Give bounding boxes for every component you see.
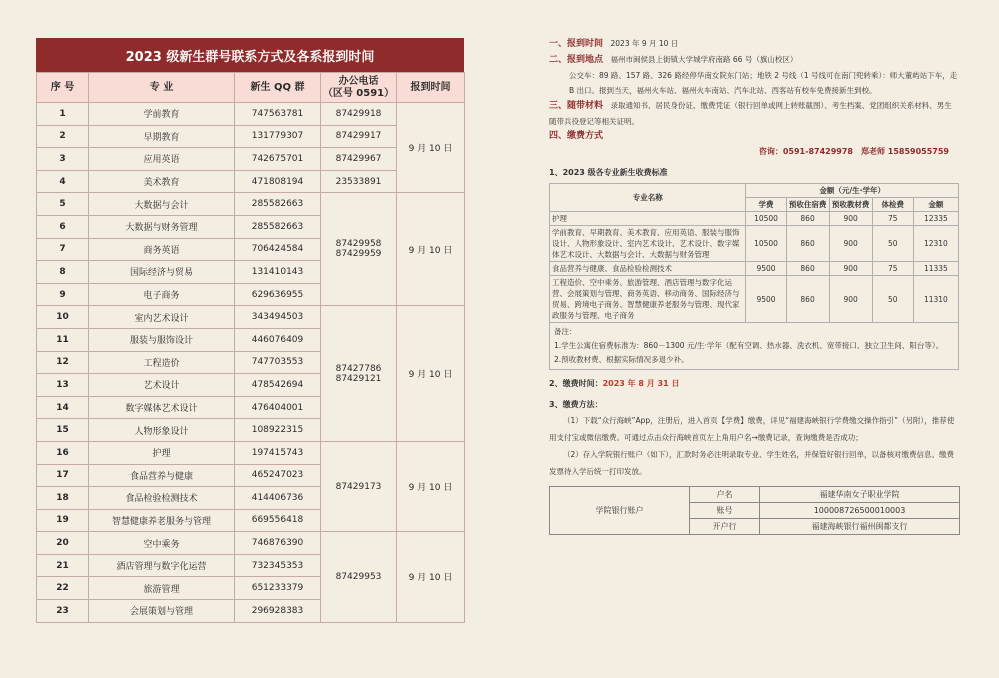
phone-cell: 87429958 87429959 [321, 193, 397, 306]
table-cell: 100008726500010003 [760, 503, 960, 519]
table-cell: 16 [37, 441, 89, 464]
table-cell: 人物形象设计 [89, 419, 235, 442]
table-cell: 酒店管理与数字化运营 [89, 554, 235, 577]
table-cell: 9 [37, 283, 89, 306]
table-cell: 478542694 [235, 374, 321, 397]
table-cell: 900 [829, 262, 872, 276]
table-cell: 早期教育 [89, 125, 235, 148]
table-cell: 860 [786, 276, 829, 323]
header-no: 序 号 [37, 73, 89, 103]
table-row [37, 441, 465, 464]
date-cell: 9 月 10 日 [397, 103, 465, 193]
table-cell: 9500 [746, 262, 786, 276]
info-panel [549, 36, 959, 535]
table-cell: 艺术设计 [89, 374, 235, 397]
table-cell: 131410143 [235, 261, 321, 284]
bank-label: 学院银行账户 [550, 487, 690, 535]
header-major: 专 业 [89, 73, 235, 103]
table-cell: 10500 [746, 212, 786, 226]
table-cell: 应用英语 [89, 148, 235, 171]
table-cell: 12 [37, 351, 89, 374]
table-row [550, 184, 959, 198]
table-cell: 3 [37, 148, 89, 171]
table-cell: 室内艺术设计 [89, 306, 235, 329]
table-cell: 23533891 [321, 170, 397, 193]
table-cell: 746876390 [235, 532, 321, 555]
payment-method-2: （2）存入学院银行账户（如下），汇款时务必注明录取专业、学生姓名，并保管好银行回单，以备核对缴费信息。缴费发票待入学后统一打印发放。 [549, 450, 955, 476]
table-cell: 工程造价 [89, 351, 235, 374]
table-row [550, 487, 960, 503]
table-cell: 742675701 [235, 148, 321, 171]
table-cell: 50 [872, 276, 913, 323]
fee-notes: 备注： 1.学生公寓住宿费标准为：860－1300 元/生·学年（配有空调、热水器、洗衣机、宽带接口、独立卫生间、阳台等）。 2.预收教材费、根据实际情况多退少补。 [549, 323, 959, 370]
table-cell: 747563781 [235, 103, 321, 126]
table-cell: 预收住宿费 [786, 198, 829, 212]
table-cell: 电子商务 [89, 283, 235, 306]
table-row [37, 73, 465, 103]
table-cell: 87429918 [321, 103, 397, 126]
table-cell: 大数据与财务管理 [89, 215, 235, 238]
date-cell: 9 月 10 日 [397, 532, 465, 622]
payment-method-title: 3、缴费方法： [549, 400, 603, 409]
date-cell: 9 月 10 日 [397, 193, 465, 306]
table-cell: 18 [37, 487, 89, 510]
table-cell: 5 [37, 193, 89, 216]
table-cell: 12310 [913, 226, 958, 262]
table-cell: 747703553 [235, 351, 321, 374]
header-qq: 新生 QQ 群 [235, 73, 321, 103]
table-cell: 446076409 [235, 328, 321, 351]
payment-deadline: 2、缴费时间：2023 年 8 月 31 日 [549, 379, 680, 388]
table-cell: 护理 [550, 212, 746, 226]
table-cell: 福建华南女子职业学院 [760, 487, 960, 503]
phone-cell: 87427786 87429121 [321, 306, 397, 442]
date-cell: 9 月 10 日 [397, 306, 465, 442]
table-cell: 会展策划与管理 [89, 600, 235, 623]
table-cell: 651233379 [235, 577, 321, 600]
contact-table-title: 2023 级新生群号联系方式及各系报到时间 [36, 38, 464, 72]
table-cell: 860 [786, 262, 829, 276]
table-cell: 629636955 [235, 283, 321, 306]
table-cell: 669556418 [235, 509, 321, 532]
fee-row [550, 226, 959, 262]
bank-account-table [549, 486, 960, 535]
table-cell: 465247023 [235, 464, 321, 487]
fee-table [549, 183, 959, 323]
table-cell: 860 [786, 212, 829, 226]
table-cell: 工程造价、空中乘务、旅游管理、酒店管理与数字化运营、会展策划与管理、商务英语、移动商务、国际经济与贸易、跨境电子商务、智慧健康养老服务与管理、现代家政服务与管理、电子商务 [550, 276, 746, 323]
table-cell: 护理 [89, 441, 235, 464]
table-cell: 197415743 [235, 441, 321, 464]
table-cell: 50 [872, 226, 913, 262]
table-cell: 343494503 [235, 306, 321, 329]
header-phone: 办公电话 （区号 0591） [321, 73, 397, 103]
table-cell: 国际经济与贸易 [89, 261, 235, 284]
payment-method-1: （1）下载“众行海峡”App，注册后，进入首页【学费】缴费，详见“福建海峡银行学费缴交操作指引”（另附），推荐使用支付宝或微信缴费。可通过点击众行海峡首页左上角用户名→缴费记录，查询缴费是否成功； [549, 416, 955, 442]
fee-header-major: 专业名称 [550, 184, 746, 212]
table-cell: 数字媒体艺术设计 [89, 396, 235, 419]
table-cell: 75 [872, 262, 913, 276]
table-cell: 预收教材费 [829, 198, 872, 212]
fee-row [550, 262, 959, 276]
contact-table [36, 72, 465, 623]
table-cell: 智慧健康养老服务与管理 [89, 509, 235, 532]
table-cell: 860 [786, 226, 829, 262]
table-cell: 4 [37, 170, 89, 193]
table-cell: 10 [37, 306, 89, 329]
table-cell: 296928383 [235, 600, 321, 623]
table-cell: 6 [37, 215, 89, 238]
fee-row [550, 212, 959, 226]
table-cell: 学前教育、早期教育、美术教育、应用英语、服装与服饰设计、人物形象设计、室内艺术设计、艺术设计、数字媒体艺术设计、大数据与会计、大数据与财务管理 [550, 226, 746, 262]
contact-table-panel [36, 38, 464, 623]
table-cell: 75 [872, 212, 913, 226]
bus-info: 公交车：89 路、157 路、326 路经停华南女院东门站；地铁 2 号线（1 号线可在南门兜转乘）：师大董屿站下车，走 B 出口。报到当天，福州火车站、福州火车南站、汽车北站、西客站有校车免费接新生到校。 [569, 71, 958, 95]
table-cell: 23 [37, 600, 89, 623]
table-cell: 11335 [913, 262, 958, 276]
table-cell: 14 [37, 396, 89, 419]
table-cell: 21 [37, 554, 89, 577]
table-cell: 19 [37, 509, 89, 532]
table-cell: 福建海峡银行福州闽都支行 [760, 519, 960, 535]
table-cell: 285582663 [235, 193, 321, 216]
table-cell: 131779307 [235, 125, 321, 148]
section-report-time: 一、报到时间 2023 年 9 月 10 日 [549, 39, 679, 49]
table-cell: 食品营养与健康 [89, 464, 235, 487]
table-cell: 学费 [746, 198, 786, 212]
fee-title: 1、2023 级各专业新生收费标准 [549, 168, 668, 177]
table-cell: 账号 [690, 503, 760, 519]
table-cell: 1 [37, 103, 89, 126]
table-cell: 体检费 [872, 198, 913, 212]
phone-cell: 87429173 [321, 441, 397, 531]
table-cell: 476404001 [235, 396, 321, 419]
table-row [37, 306, 465, 329]
table-cell: 732345353 [235, 554, 321, 577]
date-cell: 9 月 10 日 [397, 441, 465, 531]
table-cell: 学前教育 [89, 103, 235, 126]
table-row [37, 103, 465, 126]
table-cell: 15 [37, 419, 89, 442]
table-cell: 20 [37, 532, 89, 555]
table-cell: 美术教育 [89, 170, 235, 193]
table-cell: 2 [37, 125, 89, 148]
table-cell: 13 [37, 374, 89, 397]
table-cell: 12335 [913, 212, 958, 226]
table-cell: 金额 [913, 198, 958, 212]
table-cell: 食品检验检测技术 [89, 487, 235, 510]
table-cell: 商务英语 [89, 238, 235, 261]
table-cell: 706424584 [235, 238, 321, 261]
section-materials: 三、随带材料 录取通知书、居民身份证、缴费凭证（银行回单或网上转账截图）、考生档案、党团组织关系材料、男生随带兵役登记等相关证明。 [549, 101, 952, 126]
table-cell: 900 [829, 276, 872, 323]
section-report-place: 二、报到地点 福州市闽侯县上街镇大学城学府南路 66 号（旗山校区） [549, 55, 798, 65]
table-cell: 开户行 [690, 519, 760, 535]
table-cell: 414406736 [235, 487, 321, 510]
table-cell: 22 [37, 577, 89, 600]
table-cell: 旅游管理 [89, 577, 235, 600]
fee-row [550, 276, 959, 323]
table-cell: 11310 [913, 276, 958, 323]
header-date: 报到时间 [397, 73, 465, 103]
table-cell: 户名 [690, 487, 760, 503]
table-cell: 10500 [746, 226, 786, 262]
contact-line: 咨询：0591-87429978 郑老师 15859055759 [758, 147, 949, 156]
table-cell: 8 [37, 261, 89, 284]
table-cell: 900 [829, 226, 872, 262]
table-cell: 285582663 [235, 215, 321, 238]
fee-header-amount: 金额（元/生·学年） [746, 184, 959, 198]
table-cell: 大数据与会计 [89, 193, 235, 216]
table-cell: 87429917 [321, 125, 397, 148]
section-payment: 四、缴费方式 [549, 131, 604, 141]
table-cell: 7 [37, 238, 89, 261]
table-cell: 87429967 [321, 148, 397, 171]
phone-cell: 87429953 [321, 532, 397, 622]
table-cell: 900 [829, 212, 872, 226]
table-row [37, 532, 465, 555]
table-cell: 食品营养与健康、食品检验检测技术 [550, 262, 746, 276]
table-cell: 空中乘务 [89, 532, 235, 555]
table-row [37, 193, 465, 216]
table-cell: 9500 [746, 276, 786, 323]
table-cell: 11 [37, 328, 89, 351]
table-cell: 471808194 [235, 170, 321, 193]
table-cell: 服装与服饰设计 [89, 328, 235, 351]
table-cell: 17 [37, 464, 89, 487]
table-cell: 108922315 [235, 419, 321, 442]
